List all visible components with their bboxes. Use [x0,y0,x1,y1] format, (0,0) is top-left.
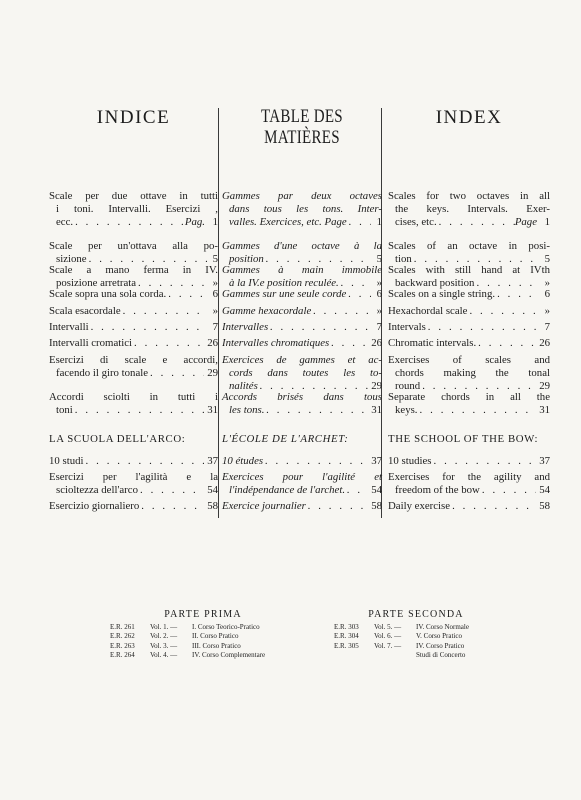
entry-line: cords dans toutes les to- [229,367,382,379]
dot-leader [418,404,537,417]
toc-entry [388,500,550,513]
entry-line: Gamme hexacordale [222,305,312,317]
page-number: » [376,277,382,289]
entry-row [222,404,382,417]
entry-line: scioltezza dell'arco [56,484,138,496]
page-number: 26 [371,337,382,349]
dot-leader [346,288,371,301]
course-subtitle: Studi di Concerto [416,651,466,659]
section-heading: L'ÉCOLE DE L'ARCHET: [222,433,349,445]
entry-line: Intervals [388,321,426,333]
entry-line: dans tous les tons. Inter- [229,203,382,215]
toc-entry [222,391,382,417]
entry-line: posizione arretrata [56,277,137,289]
entry-line: Esercizio giornaliero [49,500,140,512]
dot-leader [73,216,185,229]
page-number: 5 [212,253,218,265]
entry-line: valles. Exercices, etc. Page [229,216,347,228]
page-number: 31 [539,404,550,416]
toc-entry [49,321,218,334]
entry-line: Separate chords in all the [388,391,550,403]
series-title: PARTE PRIMA [164,609,242,620]
entry-line: i toni. Intervalli. Esercizi , [56,203,218,215]
page-number: 26 [539,337,550,349]
course-name: V. Corso Pratico [416,632,462,640]
toc-entry [222,190,382,229]
entry-row [49,305,218,318]
course-name: I. Corso Teorico-Pratico [192,622,260,631]
catalog-code: E.R. 305 [334,641,359,650]
dot-leader [432,455,537,468]
page-number: 37 [207,455,218,467]
page-number: 58 [539,500,550,512]
entry-line: freedom of the bow [395,484,480,496]
volume-number: Vol. 2. — [150,632,178,640]
volume-number: Vol. 5. — [374,622,402,631]
toc-entry [222,240,382,266]
dot-leader [437,216,515,229]
toc-entry [388,455,550,468]
toc-entry [49,337,218,350]
dot-leader [426,321,539,334]
entry-row [222,484,382,497]
page-number: 54 [207,484,218,496]
page-number: » [376,305,382,317]
entry-row [388,288,550,301]
entry-line: l'indépendance de l'archet. [229,484,346,496]
page-number: 1 [376,216,382,228]
entry-line: Scale sopra una sola corda. [49,288,167,300]
entry-row [388,500,550,513]
entry-line: tion [395,253,412,265]
toc-entry [222,321,382,334]
series-title: PARTE SECONDA [368,609,464,620]
entry-line: ecc. [56,216,74,228]
catalog-code: E.R. 261 [110,622,135,631]
page-number: 5 [544,253,550,265]
catalog-code: E.R. 304 [334,632,359,640]
toc-entry [49,471,218,497]
series-row [334,623,534,633]
page-number: » [544,277,550,289]
dot-leader [73,404,204,417]
toc-entry [222,471,382,497]
series-row [334,642,534,652]
page-label: Page [514,216,537,228]
dot-leader [480,484,536,497]
toc-entry [222,354,382,393]
page-number: 29 [539,380,550,392]
toc-entry [49,500,218,513]
entry-line: Daily exercise [388,500,451,512]
entry-row [222,500,382,513]
toc-entry [49,305,218,318]
page-number: 6 [376,288,382,300]
entry-line: Exercices pour l'agilité et [222,471,382,483]
entry-row [222,321,382,334]
entry-line: keys. [395,404,418,416]
dot-leader [450,500,536,513]
entry-line: les tons. [229,404,265,416]
entry-row [49,455,218,468]
entry-line: Exercises of scales and [388,354,550,366]
entry-row [49,216,218,229]
page-number: 58 [207,500,218,512]
course-name: IV. Corso Pratico [416,641,465,650]
entry-line: Exercices de gammes et ac- [222,354,382,366]
toc-entry [388,240,550,266]
entry-row [49,404,218,417]
volume-number: Vol. 4. — [150,651,178,659]
dot-leader [311,305,371,318]
course-name: III. Corso Pratico [192,641,241,650]
page-number: 7 [544,321,550,333]
toc-entry [49,264,218,290]
dot-leader [467,305,539,318]
page-number: » [212,305,218,317]
entry-line: nalités [229,380,258,392]
page-number: 1 [212,216,218,228]
column-divider [218,108,219,518]
entry-line: Scales of an octave in posi- [388,240,550,252]
page-number: 31 [371,404,382,416]
entry-row [49,288,218,301]
toc-entry [388,190,550,229]
entry-line: Chromatic intervals. [388,337,477,349]
page-number: 1 [544,216,550,228]
entry-line: Scales for two octaves in all [388,190,550,202]
toc-entry [222,337,382,350]
toc-entry [222,305,382,318]
page-number: 58 [371,500,382,512]
entry-line: the keys. Intervals. Exer- [395,203,550,215]
series-row [110,623,310,633]
entry-row [388,404,550,417]
toc-entry [388,305,550,318]
entry-row [49,500,218,513]
dot-leader [264,404,368,417]
entry-line: Scales with still hand at IVth [388,264,550,276]
page-number: 7 [212,321,218,333]
volume-number: Vol. 7. — [374,641,402,650]
dot-leader [138,484,204,497]
entry-row [388,455,550,468]
entry-row [388,484,550,497]
dot-leader [476,337,536,350]
entry-line: Accords brisés dans tous [222,391,382,403]
dot-leader [345,484,368,497]
toc-entry [49,190,218,229]
entry-line: Accordi sciolti in tutti i [49,391,218,403]
toc-entry [388,391,550,417]
entry-row [222,455,382,468]
series-list-part-one [110,610,310,661]
toc-entry [49,391,218,417]
entry-line: Scale per due ottave in tutti [49,190,218,202]
toc-entry [222,455,382,468]
entry-row [49,367,218,380]
entry-row [222,216,382,229]
toc-entry [388,288,550,301]
entry-line: Intervalli cromatici [49,337,133,349]
toc-entry [388,264,550,290]
entry-line: Gammes par deux octaves [222,190,382,202]
toc-entry [222,264,382,290]
dot-leader [347,216,371,229]
entry-row [49,337,218,350]
entry-line: position [229,253,264,265]
entry-line: facendo il giro tonale [56,367,149,379]
entry-line: 10 studi [49,455,84,467]
toc-entry [388,354,550,393]
entry-row [388,305,550,318]
entry-line: Gammes à main immobile [222,264,382,276]
entry-line: Intervalli [49,321,89,333]
series-list-part-two [334,610,534,661]
page-number: 54 [539,484,550,496]
section-heading: THE SCHOOL OF THE BOW: [388,433,539,445]
dot-leader [89,321,207,334]
entry-line: cises, etc. [395,216,437,228]
entry-line: Gammes sur une seule corde [222,288,347,300]
page-number: 7 [376,321,382,333]
dot-leader [306,500,368,513]
catalog-code: E.R. 264 [110,651,135,659]
page-number: 6 [212,288,218,300]
entry-row [222,305,382,318]
catalog-code: E.R. 263 [110,641,135,650]
entry-row [49,484,218,497]
volume-number: Vol. 1. — [150,622,178,631]
entry-row [222,288,382,301]
entry-row [388,216,550,229]
course-name: IV. Corso Normale [416,622,469,631]
series-row [334,632,534,642]
page-number: 6 [544,288,550,300]
toc-entry [388,337,550,350]
page-number: 29 [207,367,218,379]
entry-row [388,337,550,350]
page-number: 54 [371,484,382,496]
column-title: INDEX [435,107,503,128]
entry-line: Exercice journalier [222,500,306,512]
volume-number: Vol. 6. — [374,632,402,640]
entry-line: Intervalles [222,321,269,333]
entry-line: sizione [56,253,87,265]
entry-line: Gammes d'une octave à la [222,240,382,252]
toc-entry [222,500,382,513]
page-number: 29 [371,380,382,392]
series-row [110,651,310,661]
page-number: 31 [207,404,218,416]
entry-line: Scale per un'ottava alla po- [49,240,218,252]
course-name: IV. Corso Complementare [192,651,266,659]
dot-leader [268,321,371,334]
dot-leader [121,305,207,318]
entry-line: chords making the tonal [395,367,550,379]
page-number: 37 [371,455,382,467]
volume-number: Vol. 3. — [150,641,178,650]
entry-line: backward position [395,277,475,289]
course-name: II. Corso Pratico [192,632,239,640]
toc-entry [49,455,218,468]
toc-entry [49,288,218,301]
entry-line: Esercizi per l'agilità e la [49,471,218,483]
entry-line: Scale a mano ferma in IV. [49,264,218,276]
page-number: 37 [539,455,550,467]
entry-line: Exercises for the agility and [388,471,550,483]
entry-row [222,337,382,350]
page-number: 5 [376,253,382,265]
column-title: INDICE [96,107,171,128]
column-title: TABLE DES MATIÈRES [261,106,343,148]
dot-leader [139,500,204,513]
toc-entry [388,321,550,334]
catalog-code: E.R. 262 [110,632,135,640]
dot-leader [329,337,368,350]
dot-leader [263,455,368,468]
series-row [110,632,310,642]
entry-line: Scala esacordale [49,305,121,317]
dot-leader [495,288,539,301]
page-number: » [544,305,550,317]
entry-row [388,321,550,334]
entry-row [49,321,218,334]
catalog-code: E.R. 303 [334,622,359,631]
page-number: » [212,277,218,289]
dot-leader [166,288,207,301]
dot-leader [132,337,204,350]
entry-line: round [395,380,421,392]
toc-entry [388,471,550,497]
entry-line: à la IV.e position reculée. [229,277,339,289]
page-number: 26 [207,337,218,349]
dot-leader [84,455,205,468]
entry-line: Intervalles chromatiques [222,337,330,349]
page-label: Pag. [184,216,205,228]
toc-entry [49,354,218,380]
dot-leader [148,367,204,380]
entry-line: toni [56,404,73,416]
section-heading: LA SCUOLA DELL'ARCO: [49,433,186,445]
entry-line: Scales on a single string. [388,288,496,300]
entry-line: 10 études [222,455,264,467]
entry-line: 10 studies [388,455,432,467]
entry-line: Hexachordal scale [388,305,468,317]
toc-entry [222,288,382,301]
series-row [110,642,310,652]
toc-entry [49,240,218,266]
entry-line: Esercizi di scale e accordi, [49,354,218,366]
